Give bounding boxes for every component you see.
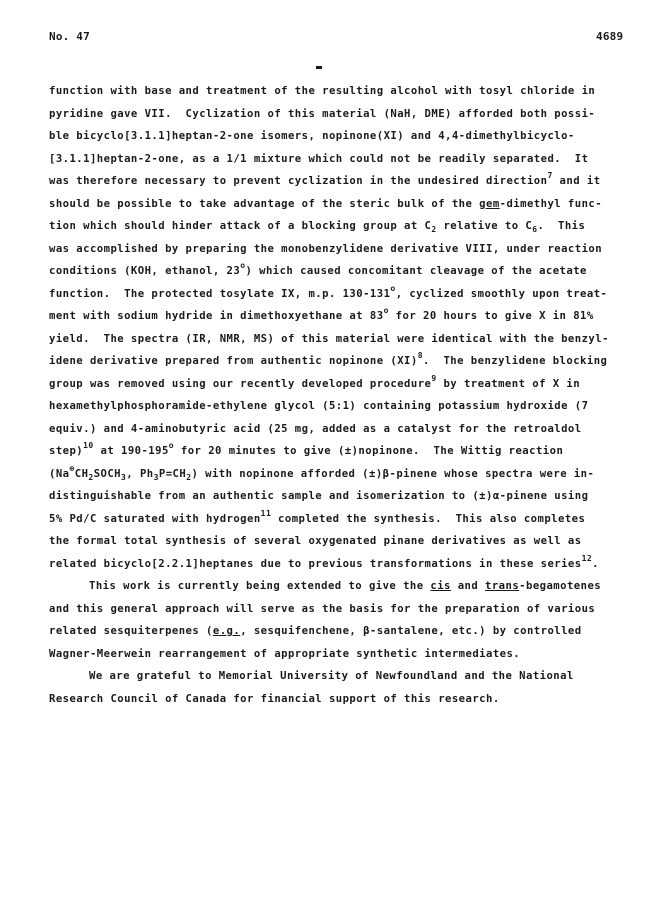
text-run: related bicyclo[2.2.1]heptanes due to previous transformations in these series — [49, 557, 582, 570]
underlined-text: trans — [485, 580, 520, 592]
text-run: for 20 minutes to give (±)nopinone. The Wittig reaction — [174, 445, 564, 457]
subscript: 6 — [532, 225, 538, 235]
text-line — [49, 620, 649, 643]
text-run: distinguishable from an authentic sample and isomerization to (±)α-pinene using — [49, 490, 589, 502]
text-run: step) — [49, 445, 84, 457]
text-line — [49, 170, 649, 193]
superscript: 10 — [83, 441, 94, 451]
text-run: , Ph — [126, 467, 154, 480]
superscript: 7 — [547, 171, 553, 181]
text-run: P=CH — [158, 467, 187, 480]
text-run: ) with nopinone afforded (±)β-pinene whose spectra were in- — [191, 467, 595, 480]
text-run: equiv.) and 4-aminobutyric acid (25 mg, added as a catalyst for the retroaldol — [49, 422, 582, 435]
text-line — [49, 125, 649, 148]
superscript: o — [390, 283, 396, 293]
text-line — [49, 553, 649, 576]
text-line — [49, 643, 649, 666]
text-run: CH — [74, 467, 89, 480]
text-run: the formal total synthesis of several oxygenated pinane derivatives as well as — [49, 535, 582, 547]
text-run: was accomplished by preparing the monobenzylidene derivative VIII, under reaction — [49, 242, 603, 255]
text-run: and this general approach will serve as the basis for the preparation of various — [49, 602, 596, 615]
text-run: completed the synthesis. This also completes — [271, 512, 586, 525]
text-run: . This — [537, 220, 586, 232]
text-run: by treatment of X in — [436, 377, 581, 390]
text-run: was therefore necessary to prevent cyclization in the undesired direction — [49, 175, 548, 187]
text-run: relative to C — [436, 220, 533, 232]
text-run: , sesquifenchene, β-santalene, etc.) by controlled — [240, 625, 582, 637]
underlined-text: cis — [430, 580, 451, 592]
text-run: conditions (KOH, ethanol, 23 — [49, 265, 241, 277]
superscript: 8 — [417, 351, 423, 361]
text-run: related sesquiterpenes ( — [49, 625, 213, 637]
subscript: 2 — [431, 225, 437, 235]
text-line — [49, 260, 649, 283]
text-line — [49, 665, 649, 688]
journal-number: No. 47 — [49, 30, 90, 43]
text-run: This work is currently being extended to give the — [89, 580, 431, 592]
text-run: [3.1.1]heptan-2-one, as a 1/1 mixture which could not be readily separated. It — [49, 152, 589, 165]
text-run: group was removed using our recently developed procedure — [49, 377, 432, 390]
text-line — [49, 598, 649, 621]
superscript: o — [168, 441, 175, 451]
text-line — [49, 283, 649, 306]
text-run: , cyclized smoothly upon treat- — [395, 287, 608, 300]
superscript: 12 — [581, 553, 593, 563]
text-line — [49, 328, 649, 351]
text-run: ment with sodium hydride in dimethoxyethane at 83 — [49, 310, 384, 322]
text-run: -dimethyl func- — [499, 197, 603, 210]
text-line — [49, 373, 649, 396]
text-run: should be possible to take advantage of the steric bulk of the — [49, 197, 480, 210]
underlined-text: gem — [479, 197, 500, 210]
text-line — [49, 575, 649, 598]
subscript: 3 — [121, 472, 127, 482]
text-line — [49, 148, 649, 171]
text-line — [49, 440, 649, 463]
text-run: ) which caused concomitant cleavage of the acetate — [245, 265, 587, 277]
text-run: for 20 hours to give X in 81% — [388, 310, 594, 322]
text-run: (Na — [49, 467, 70, 480]
underlined-text: e.g. — [212, 625, 241, 637]
text-line — [49, 215, 649, 238]
superscript: ⊕ — [69, 463, 75, 473]
text-line — [49, 103, 649, 126]
text-run: function with base and treatment of the resulting alcohol with tosyl chloride in — [49, 85, 596, 97]
superscript: o — [383, 306, 389, 316]
text-run: at 190-195 — [93, 445, 169, 457]
text-line — [49, 395, 649, 418]
subscript: 2 — [88, 472, 94, 482]
text-line — [49, 418, 649, 441]
text-line — [49, 485, 649, 508]
text-line — [49, 530, 649, 553]
text-line — [49, 350, 649, 373]
text-line — [49, 508, 649, 531]
text-run: We are grateful to Memorial University of Newfoundland and the National — [89, 670, 574, 682]
text-run: 5% Pd/C saturated with hydrogen — [49, 512, 261, 525]
text-run: idene derivative prepared from authentic nopinone (XI) — [49, 355, 418, 367]
text-line — [49, 193, 649, 216]
text-line — [49, 305, 649, 328]
text-line — [49, 80, 649, 103]
page-number: 4689 — [596, 30, 624, 43]
text-run: pyridine gave VII. Cyclization of this material (NaH, DME) afforded both possi- — [49, 107, 596, 120]
subscript: 2 — [186, 472, 192, 482]
subscript: 3 — [153, 472, 159, 482]
text-run: and it — [552, 175, 601, 187]
text-run: Research Council of Canada for financial support of this research. — [49, 692, 500, 705]
text-run: tion which should hinder attack of a blocking group at C — [49, 220, 432, 232]
text-run: hexamethylphosphoramide-ethylene glycol (5:1) containing potassium hydroxide (7 — [49, 400, 589, 412]
text-run: ble bicyclo[3.1.1]heptan-2-one isomers, nopinone(XI) and 4,4-dimethylbicyclo- — [49, 130, 575, 142]
text-run: yield. The spectra (IR, NMR, MS) of this material were identical with the benzyl- — [49, 332, 609, 345]
text-run: SOCH — [93, 467, 122, 480]
text-line — [49, 688, 649, 711]
text-run: Wagner-Meerwein rearrangement of appropriate synthetic intermediates. — [49, 647, 521, 660]
text-run: function. The protected tosylate IX, m.p. 130-131 — [49, 287, 391, 300]
superscript: o — [240, 261, 246, 271]
text-run: and — [450, 580, 486, 592]
text-run: -begamotenes — [519, 580, 602, 592]
text-line — [49, 463, 649, 486]
text-line — [49, 238, 649, 261]
scan-mark — [316, 66, 322, 69]
superscript: 11 — [260, 508, 272, 518]
text-run: . — [592, 557, 599, 570]
superscript: 9 — [431, 373, 437, 383]
body-text — [49, 80, 649, 710]
text-run: . The benzylidene blocking — [423, 355, 608, 367]
